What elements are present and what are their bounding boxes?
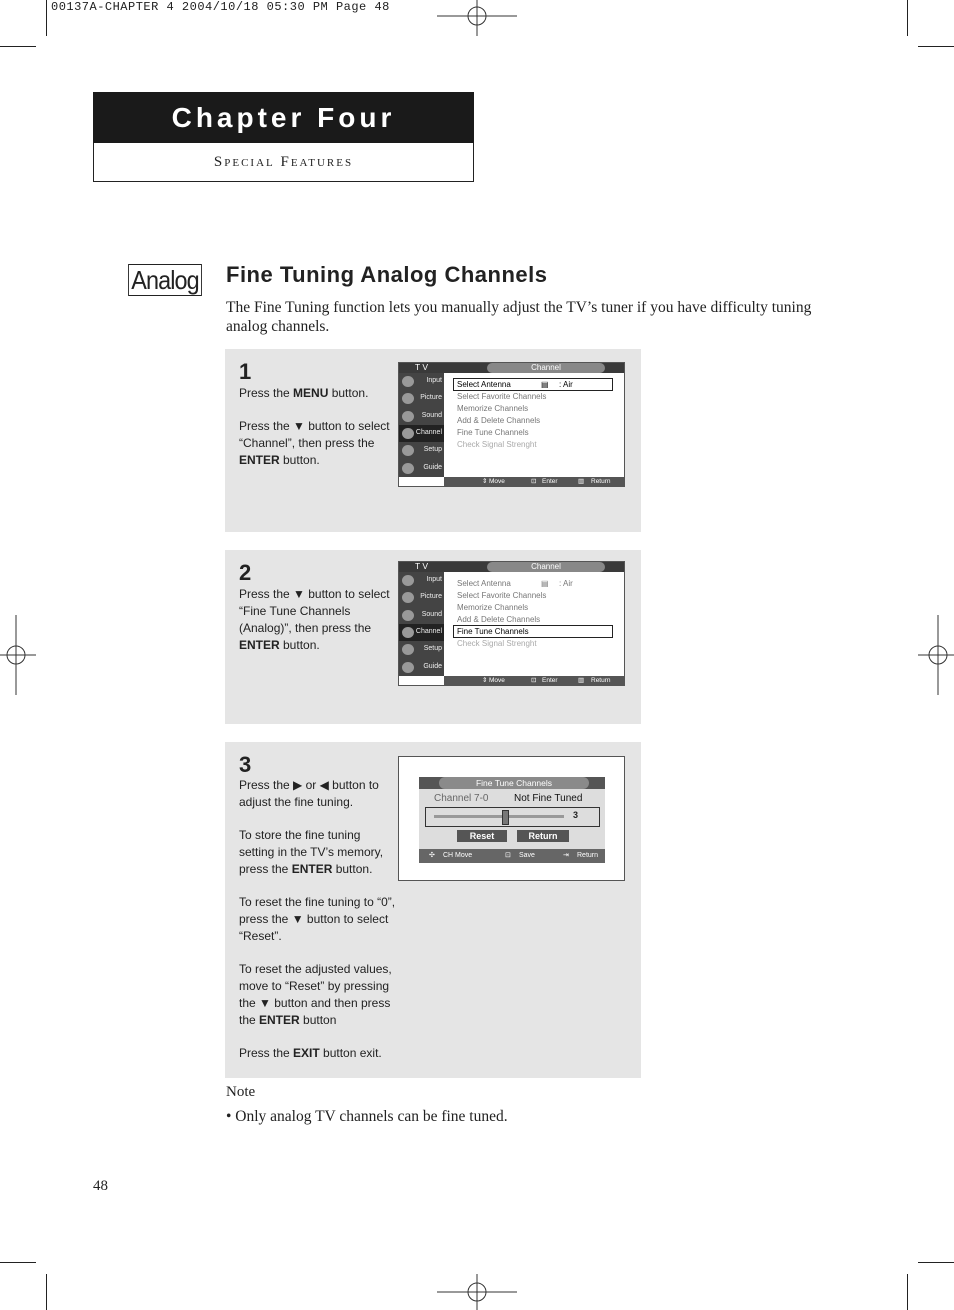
- crop-mark: [907, 0, 908, 36]
- picture-icon: [402, 393, 414, 404]
- enter-icon: ⊡: [531, 677, 537, 684]
- step-paragraph: Press the MENU button.: [239, 386, 369, 400]
- antenna-icon: ▤: [541, 380, 549, 389]
- fine-tune-status: Not Fine Tuned: [514, 793, 583, 804]
- slider-value: 3: [573, 810, 579, 820]
- step-paragraph: To reset the fine tuning to “0”, press the ▼ button to select “Reset”.: [239, 895, 396, 943]
- crop-mark: [0, 1262, 36, 1263]
- osd-header: [399, 562, 624, 572]
- tv-osd-screen: [398, 561, 625, 686]
- osd-menu-item[interactable]: [457, 415, 546, 427]
- guide-icon: [402, 463, 414, 474]
- crop-mark: [46, 1274, 47, 1310]
- return-icon: ⇥: [563, 852, 569, 859]
- footer-move: Move: [489, 478, 505, 485]
- footer-enter: Enter: [542, 478, 558, 485]
- chapter-title: Chapter Four: [93, 92, 474, 143]
- osd-sidebar-item[interactable]: [399, 425, 444, 442]
- osd-sidebar-item[interactable]: [399, 572, 444, 589]
- footer-return: Return: [591, 478, 611, 485]
- print-header: 00137A-CHAPTER 4 2004/10/18 05:30 PM Page 48: [51, 0, 390, 14]
- osd-menu-item[interactable]: [457, 578, 573, 590]
- osd-sidebar-label: Guide: [423, 463, 442, 471]
- slider-track: [434, 815, 564, 818]
- osd-header: [399, 363, 624, 373]
- step-paragraph: Press the ▼ button to select “Fine Tune Channels (Analog)”, then press the ENTER button.: [239, 587, 390, 652]
- osd-menu-item-label: Add & Delete Channels: [457, 416, 541, 425]
- return-icon: ▥: [578, 478, 585, 485]
- osd-sidebar-label: Guide: [423, 662, 442, 670]
- note-bullet: • Only analog TV channels can be fine tuned.: [226, 1108, 508, 1125]
- setup-icon: [402, 644, 414, 655]
- osd-menu-item[interactable]: [457, 427, 546, 439]
- osd-sidebar-item[interactable]: [399, 442, 444, 459]
- move-icon: ⇕: [482, 478, 488, 485]
- osd-menu-item-label: Memorize Channels: [457, 603, 529, 612]
- section-title: Fine Tuning Analog Channels: [226, 262, 548, 287]
- osd-sidebar-item[interactable]: [399, 624, 444, 641]
- step-panel-3: [225, 742, 641, 1078]
- osd-menu-item-label: Select Antenna: [457, 380, 511, 389]
- osd-sidebar-label: Picture: [420, 593, 442, 601]
- osd-sidebar-label: Sound: [421, 411, 442, 419]
- osd-tv-label: T V: [415, 362, 429, 372]
- step-number: 3: [239, 752, 252, 777]
- crop-mark: [0, 46, 36, 47]
- return-icon: ▥: [578, 677, 585, 684]
- sound-icon: [402, 610, 414, 621]
- antenna-value: : Air: [559, 380, 573, 389]
- tv-osd-screen: [398, 362, 625, 487]
- reset-button[interactable]: Reset: [457, 830, 507, 842]
- osd-menu-item-label: Check Signal Strenght: [457, 440, 537, 449]
- osd-sidebar-label: Picture: [420, 394, 442, 402]
- fine-tune-slider[interactable]: [425, 807, 600, 827]
- osd-menu-item[interactable]: [457, 391, 546, 403]
- section-intro: The Fine Tuning function lets you manually adjust the TV’s tuner if you have difficulty tuning analog channels.: [226, 299, 812, 335]
- crop-mark: [918, 46, 954, 47]
- channel-icon: [402, 627, 414, 638]
- step-number: 1: [239, 359, 252, 384]
- step-text: [239, 777, 397, 1078]
- osd-sidebar-item[interactable]: [399, 589, 444, 606]
- osd-menu-item-label: Add & Delete Channels: [457, 615, 541, 624]
- enter-icon: ⊡: [531, 478, 537, 485]
- crop-mark: [918, 1262, 954, 1263]
- page-number: 48: [93, 1178, 108, 1194]
- return-button[interactable]: Return: [517, 830, 569, 842]
- osd-menu-item-label: Memorize Channels: [457, 404, 529, 413]
- fine-tune-channel: Channel 7-0: [434, 793, 489, 804]
- osd-sidebar-label: Setup: [423, 446, 442, 454]
- fine-tune-header: [419, 777, 605, 789]
- osd-sidebar-label: Input: [426, 576, 442, 583]
- osd-menu-list: [457, 578, 573, 650]
- footer-move: Move: [489, 677, 505, 684]
- registration-mark: [0, 615, 36, 695]
- osd-sidebar-label: Channel: [415, 627, 442, 635]
- osd-menu-item-label: Check Signal Strenght: [457, 639, 537, 648]
- step-paragraph: To store the fine tuning setting in the TV’s memory, press the ENTER button.: [239, 828, 384, 876]
- footer-return: Return: [577, 852, 599, 859]
- picture-icon: [402, 592, 414, 603]
- osd-sidebar-item[interactable]: [399, 408, 444, 425]
- save-icon: ⊡: [505, 852, 511, 859]
- osd-menu-item[interactable]: [457, 638, 546, 650]
- osd-sidebar-label: Channel: [415, 428, 442, 436]
- footer-save: Save: [519, 852, 535, 859]
- move-icon: ⇕: [482, 677, 488, 684]
- osd-menu-title: Channel: [487, 562, 605, 572]
- osd-menu-item[interactable]: [457, 590, 546, 602]
- osd-menu-item-label: Select Favorite Channels: [457, 392, 547, 401]
- osd-sidebar: [399, 572, 444, 676]
- fine-tune-title: Fine Tune Channels: [439, 777, 589, 789]
- step-paragraph: To reset the adjusted values, move to “Reset” by pressing the ▼ button and then press the ENTER button: [239, 962, 392, 1027]
- osd-sidebar-item[interactable]: [399, 607, 444, 624]
- crop-mark: [907, 1274, 908, 1310]
- analog-tag: Analog: [128, 264, 202, 296]
- osd-sidebar-item[interactable]: [399, 659, 444, 676]
- ch-move-icon: ✣: [429, 852, 435, 859]
- osd-menu-item-label: Select Antenna: [457, 579, 511, 588]
- registration-mark: [918, 615, 954, 695]
- channel-icon: [402, 428, 414, 439]
- footer-return: Return: [591, 677, 611, 684]
- footer-enter: Enter: [542, 677, 558, 684]
- note-label: Note: [226, 1084, 256, 1100]
- osd-menu-item-label: Fine Tune Channels: [457, 627, 529, 636]
- osd-sidebar-item[interactable]: [399, 641, 444, 658]
- step-text: [239, 586, 397, 670]
- registration-mark: [437, 1274, 517, 1310]
- step-number: 2: [239, 560, 252, 585]
- crop-mark: [46, 0, 47, 36]
- osd-menu-title: Channel: [487, 363, 605, 373]
- osd-sidebar-label: Sound: [421, 610, 442, 618]
- osd-menu-item-label: Select Favorite Channels: [457, 591, 547, 600]
- osd-menu-item[interactable]: [457, 626, 546, 638]
- osd-sidebar: [399, 373, 444, 477]
- footer-ch-move: CH Move: [443, 852, 473, 859]
- input-icon: [402, 376, 414, 387]
- registration-mark: [437, 0, 517, 36]
- osd-sidebar-label: Input: [426, 377, 442, 384]
- osd-sidebar-item[interactable]: [399, 373, 444, 390]
- osd-sidebar-label: Setup: [423, 645, 442, 653]
- osd-sidebar-item[interactable]: [399, 460, 444, 477]
- osd-footer: [444, 676, 624, 685]
- osd-menu-item[interactable]: [457, 602, 546, 614]
- step-text: [239, 385, 397, 485]
- step-paragraph: Press the ▶ or ◀ button to adjust the fine tuning.: [239, 778, 379, 809]
- osd-footer: [444, 477, 624, 486]
- osd-menu-item-label: Fine Tune Channels: [457, 428, 529, 437]
- osd-menu-item[interactable]: [457, 614, 546, 626]
- osd-menu-list: [457, 379, 573, 451]
- osd-sidebar-item[interactable]: [399, 390, 444, 407]
- fine-tune-dialog: [419, 777, 605, 863]
- slider-knob[interactable]: [502, 810, 509, 825]
- osd-menu-item[interactable]: [457, 403, 546, 415]
- setup-icon: [402, 445, 414, 456]
- osd-menu-item[interactable]: [457, 439, 546, 451]
- fine-tune-osd-screen: [398, 756, 625, 881]
- step-panel-1: [225, 349, 641, 532]
- guide-icon: [402, 662, 414, 673]
- sound-icon: [402, 411, 414, 422]
- fine-tune-footer: [419, 849, 605, 863]
- step-paragraph: Press the EXIT button exit.: [239, 1046, 382, 1060]
- osd-tv-label: T V: [415, 561, 429, 571]
- osd-menu-item[interactable]: [457, 379, 573, 391]
- antenna-icon: ▤: [541, 579, 549, 588]
- chapter-subtitle: Special Features: [93, 143, 474, 182]
- step-panel-2: [225, 550, 641, 724]
- step-paragraph: Press the ▼ button to select “Channel”, then press the ENTER button.: [239, 419, 390, 467]
- input-icon: [402, 575, 414, 586]
- antenna-value: : Air: [559, 579, 573, 588]
